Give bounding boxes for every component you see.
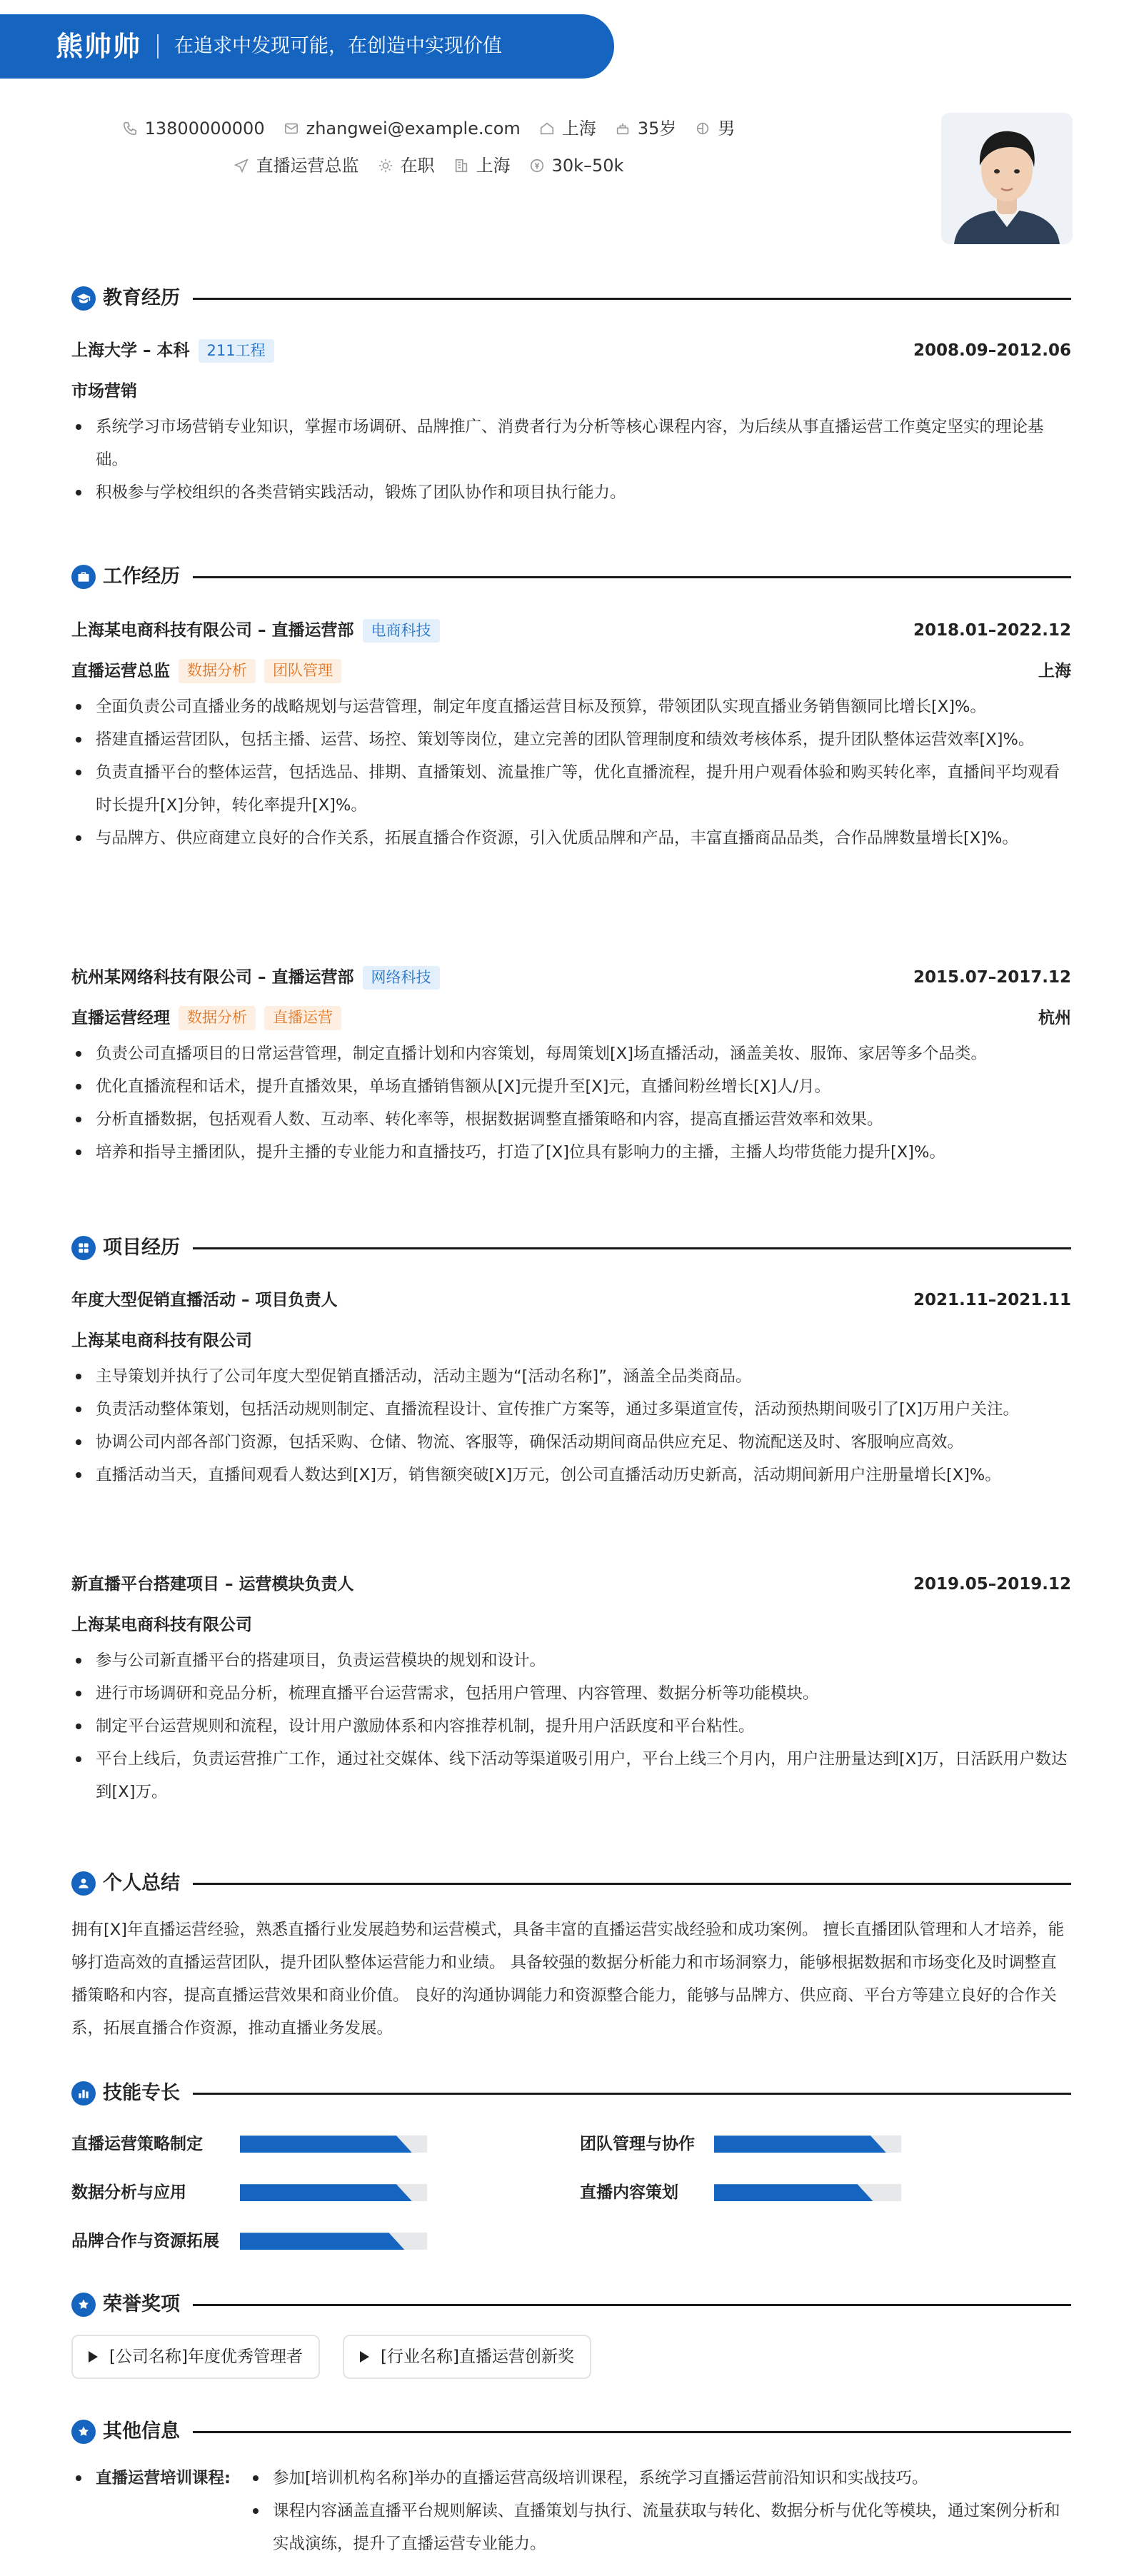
list-item: 优化直播流程和话术，提升直播效果，单场直播销售额从[X]元提升至[X]元，直播间粉丝增长[X]人/月。 [71, 1070, 1071, 1103]
grid-icon [71, 1236, 96, 1260]
school-tag: 211工程 [199, 339, 274, 363]
play-icon [89, 2351, 98, 2363]
section-work [71, 563, 1071, 591]
work-bullets [71, 690, 1071, 855]
user-icon [71, 1871, 96, 1896]
skill-item [71, 2132, 427, 2157]
contact-phone: 13800000000 [122, 116, 265, 141]
section-education [71, 284, 1071, 313]
work-entry [71, 618, 1071, 855]
cake-icon [615, 121, 631, 136]
list-item: 参与公司新直播平台的搭建项目，负责运营模块的规划和设计。 [71, 1644, 1071, 1677]
company-name: 上海某电商科技有限公司 – 直播运营部 [71, 621, 354, 640]
section-awards [71, 2290, 1071, 2319]
education-date: 2008.09–2012.06 [913, 341, 1071, 360]
phone-icon [122, 121, 138, 136]
section-title: 荣誉奖项 [103, 2293, 180, 2315]
section-rule [193, 2304, 1071, 2306]
graduation-cap-icon [71, 286, 96, 311]
skill-bar [714, 2184, 901, 2201]
award-icon [71, 2293, 96, 2317]
project-date: 2021.11–2021.11 [913, 1291, 1071, 1309]
industry-tag: 电商科技 [363, 619, 440, 643]
project-name: 年度大型促销直播活动 – 项目负责人 [71, 1291, 338, 1309]
list-item: 课程内容涵盖直播平台规则解读、直播策划与执行、流量获取与转化、数据分析与优化等模块，通过案例分析和实战演练，提升了直播运营专业能力。 [249, 2495, 1071, 2560]
list-item: 负责直播平台的整体运营，包括选品、排期、直播策划、流量推广等，优化直播流程，提升用户观看体验和购买转化率，直播间平均观看时长提升[X]分钟，转化率提升[X]%。 [71, 756, 1071, 822]
skill-bar-fill [240, 2233, 405, 2250]
job-location: 上海 [1038, 661, 1071, 680]
section-title: 技能专长 [103, 2081, 180, 2104]
list-item: 协调公司内部各部门资源，包括采购、仓储、物流、客服等，确保活动期间商品供应充足、物流配送及时、客服响应高效。 [71, 1426, 1071, 1459]
contact-city: 上海 [539, 116, 596, 141]
work-date: 2018.01–2022.12 [913, 621, 1071, 640]
school-name: 上海大学 – 本科 [71, 341, 190, 360]
other-label: 直播运营培训课程: [71, 2462, 243, 2495]
contact-status: 在职 [378, 153, 435, 178]
contact-gender: 男 [695, 116, 735, 141]
work-entry [71, 965, 1071, 1169]
skill-name: 品牌合作与资源拓展 [71, 2232, 219, 2250]
list-item: 分析直播数据，包括观看人数、互动率、转化率等，根据数据调整直播策略和内容，提高直播运营效率和效果。 [71, 1103, 1071, 1136]
major: 市场营销 [71, 381, 137, 401]
list-item: 全面负责公司直播业务的战略规划与运营管理，制定年度直播运营目标及预算，带领团队实现直播业务销售额同比增长[X]%。 [71, 690, 1071, 723]
send-icon [234, 158, 249, 173]
list-item: 负责活动整体策划，包括活动规则制定、直播流程设计、宣传推广方案等，通过多渠道宣传，活动预热期间吸引了[X]万用户关注。 [71, 1393, 1071, 1426]
job-role: 直播运营经理 [71, 1008, 170, 1027]
avatar [941, 113, 1073, 244]
education-entry [71, 338, 1071, 509]
header-divider [157, 34, 159, 59]
info-icon [71, 2420, 96, 2444]
company-name: 杭州某网络科技有限公司 – 直播运营部 [71, 968, 354, 987]
other-entry [71, 2462, 1071, 2560]
list-item: 主导策划并执行了公司年度大型促销直播活动，活动主题为“[活动名称]”，涵盖全品类商品。 [71, 1360, 1071, 1393]
gear-icon [378, 158, 393, 173]
section-projects [71, 1234, 1071, 1262]
home-icon [539, 121, 555, 136]
skill-item [71, 2180, 427, 2205]
section-skills [71, 2079, 1071, 2108]
contact-position: 直播运营总监 [234, 153, 359, 178]
skill-item [71, 2229, 427, 2254]
list-item: 积极参与学校组织的各类营销实践活动，锻炼了团队协作和项目执行能力。 [71, 476, 1071, 509]
project-bullets [71, 1644, 1071, 1808]
section-rule [193, 298, 1071, 300]
skill-tag: 团队管理 [264, 659, 341, 683]
section-rule [193, 1247, 1071, 1249]
coin-icon [529, 158, 545, 173]
skill-item [580, 2180, 901, 2205]
list-item: 平台上线后，负责运营推广工作，通过社交媒体、线下活动等渠道吸引用户，平台上线三个月内，用户注册量达到[X]万，日活跃用户数达到[X]万。 [71, 1743, 1071, 1808]
skill-name: 数据分析与应用 [71, 2183, 186, 2202]
list-item: 制定平台运营规则和流程，设计用户激励体系和内容推荐机制，提升用户活跃度和平台粘性。 [71, 1710, 1071, 1743]
skill-bar [240, 2135, 427, 2153]
skill-bar-fill [714, 2135, 886, 2153]
section-rule [193, 2093, 1071, 2095]
section-title: 个人总结 [103, 1871, 180, 1894]
gender-icon [695, 121, 711, 136]
contact-row-basic [0, 116, 857, 141]
work-bullets [71, 1037, 1071, 1169]
building-icon [453, 158, 469, 173]
header-banner [0, 14, 614, 79]
other-label-list [71, 2462, 243, 2560]
skill-bar [240, 2233, 427, 2250]
list-item: 系统学习市场营销专业知识，掌握市场调研、品牌推广、消费者行为分析等核心课程内容，为后续从事直播运营工作奠定坚实的理论基础。 [71, 411, 1071, 476]
award-label: [公司名称]年度优秀管理者 [109, 2347, 303, 2366]
industry-tag: 网络科技 [363, 966, 440, 990]
project-entry [71, 1572, 1071, 1808]
contact-salary: 30k–50k [529, 153, 624, 178]
section-rule [193, 1883, 1071, 1885]
play-icon [360, 2351, 369, 2363]
section-title: 教育经历 [103, 286, 180, 309]
work-date: 2015.07–2017.12 [913, 968, 1071, 987]
bar-chart-icon [71, 2081, 96, 2105]
award-badge [71, 2335, 320, 2379]
project-name: 新直播平台搭建项目 – 运营模块负责人 [71, 1575, 354, 1594]
mail-icon [284, 121, 299, 136]
candidate-name: 熊帅帅 [56, 30, 142, 62]
skill-bar-fill [714, 2184, 873, 2201]
header-motto: 在追求中发现可能，在创造中实现价值 [174, 34, 503, 57]
avatar-portrait [941, 113, 1073, 244]
skill-name: 直播运营策略制定 [71, 2135, 203, 2153]
other-bullets [243, 2462, 1071, 2560]
project-bullets [71, 1360, 1071, 1491]
list-item: 负责公司直播项目的日常运营管理，制定直播计划和内容策划，每周策划[X]场直播活动，涵盖美妆、服饰、家居等多个品类。 [71, 1037, 1071, 1070]
summary-text: 拥有[X]年直播运营经验，熟悉直播行业发展趋势和运营模式，具备丰富的直播运营实战经验和成功案例。 擅长直播团队管理和人才培养，能够打造高效的直播运营团队，提升团队整体运营能力和业绩。 具备较强的数据分析能力和市场洞察力，能够根据数据和市场变化及时调整直播策略和内容，提高直播运营效果和商业价值。 良好的沟通协调能力和资源整合能力，能够与品牌方、供应商、平台方等建立良好的合作关系，拓展直播合作资源，推动直播业务发展。 [71, 1921, 1065, 2038]
skill-item [580, 2132, 901, 2157]
job-location: 杭州 [1038, 1008, 1071, 1027]
section-title: 工作经历 [103, 565, 180, 588]
list-item: 直播活动当天，直播间观看人数达到[X]万，销售额突破[X]万元，创公司直播活动历史新高，活动期间新用户注册量增长[X]%。 [71, 1459, 1071, 1491]
briefcase-icon [71, 565, 96, 589]
contact-work-city: 上海 [453, 153, 511, 178]
skill-bar [714, 2135, 901, 2153]
section-other [71, 2417, 1071, 2446]
award-label: [行业名称]直播运营创新奖 [381, 2347, 574, 2366]
list-item: 与品牌方、供应商建立良好的合作关系，拓展直播合作资源，引入优质品牌和产品，丰富直播商品品类，合作品牌数量增长[X]%。 [71, 822, 1071, 855]
section-rule [193, 2431, 1071, 2433]
award-badge [343, 2335, 591, 2379]
contact-email: zhangwei@example.com [284, 116, 521, 141]
contact-row-job [0, 153, 857, 178]
contact-age: 35岁 [615, 116, 677, 141]
section-rule [193, 576, 1071, 578]
project-date: 2019.05–2019.12 [913, 1575, 1071, 1594]
list-item: 进行市场调研和竞品分析，梳理直播平台运营需求，包括用户管理、内容管理、数据分析等功能模块。 [71, 1677, 1071, 1710]
job-role: 直播运营总监 [71, 661, 170, 680]
section-title: 其他信息 [103, 2420, 180, 2442]
skill-bar [240, 2184, 427, 2201]
section-title: 项目经历 [103, 1236, 180, 1259]
skill-tag: 直播运营 [264, 1006, 341, 1030]
skill-bar-fill [240, 2135, 412, 2153]
list-item: 搭建直播运营团队，包括主播、运营、场控、策划等岗位，建立完善的团队管理制度和绩效考核体系，提升团队整体运营效率[X]%。 [71, 723, 1071, 756]
education-bullets [71, 411, 1071, 509]
skill-bar-fill [240, 2184, 412, 2201]
list-item: 参加[培训机构名称]举办的直播运营高级培训课程，系统学习直播运营前沿知识和实战技巧。 [249, 2462, 1071, 2495]
project-company: 上海某电商科技有限公司 [71, 1331, 252, 1350]
skill-name: 直播内容策划 [580, 2183, 678, 2202]
skill-tag: 数据分析 [179, 1006, 256, 1030]
skill-name: 团队管理与协作 [580, 2135, 695, 2153]
project-company: 上海某电商科技有限公司 [71, 1615, 252, 1634]
section-summary [71, 1869, 1071, 1898]
skill-tag: 数据分析 [179, 659, 256, 683]
project-entry [71, 1288, 1071, 1491]
list-item: 培养和指导主播团队，提升主播的专业能力和直播技巧，打造了[X]位具有影响力的主播，主播人均带货能力提升[X]%。 [71, 1136, 1071, 1169]
